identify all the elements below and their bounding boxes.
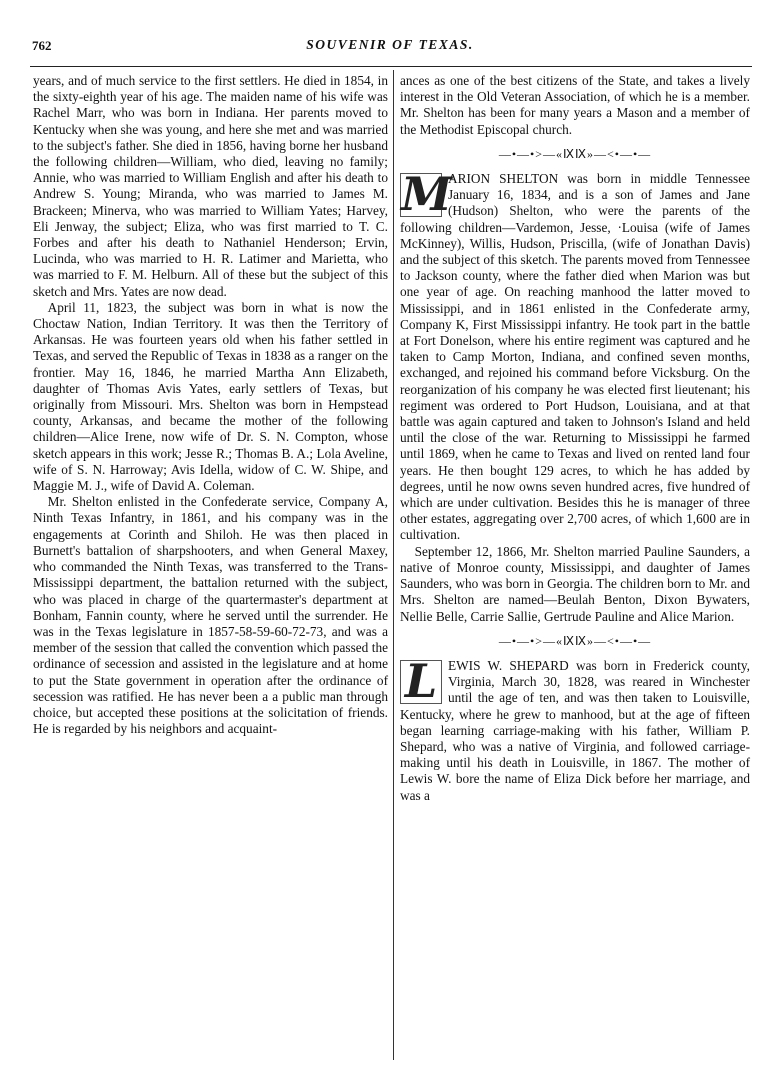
- section-ornament: —•—•>—«ⅨⅨ»—<•—•—: [498, 146, 652, 161]
- paragraph: Mr. Shelton enlisted in the Confederate service, Company A, Ninth Texas Infantry, in 1861, and his company was in the engagements at Corinth and Shiloh. He was then placed in Burnett's battalion of sharpshooters, and when General Maxey, who commanded the Ninth Texas, was transferred to the Trans-Mississippi department, the battalion returned with the subject, who was placed in charge of the quartermaster's department at Bonham, Fannin county, where he served until the surrender. He was in the Texas legislature in 1857-58-59-60-72-73, and was a member of the session that called the convention which passed the ordinance of secession and assisted in the legislature and at home to put the State government in operation after the ordinance of secession was ratified. He has never been a a public man through choice, but accepted these positions at the solicitation of friends. He is regarded by his neighbors and acquaint-: [33, 494, 388, 737]
- page-number: 762: [32, 38, 52, 53]
- sketch-marion-shelton: [400, 167, 750, 544]
- sketch-lewis-shepard: [400, 653, 750, 804]
- header-rule: [30, 66, 752, 67]
- sketch-lead: EWIS W. SHEPARD: [448, 657, 569, 673]
- section-ornament: —•—•>—«ⅨⅨ»—<•—•—: [498, 633, 652, 648]
- paragraph: years, and of much service to the first settlers. He died in 1854, in the sixty-eighth year of his age. The maiden name of his wife was Rachel Marr, who was born in Indiana. Her parents moved to Kentucky when she was young, and here she met and was married to the subject's father. She died in 1856, having borne her husband the following children—William, who died, leaving no family; Annie, who was married to William English and after his death to Andrew S. Young; Miranda, who was married to James M. Brackeen; Minerva, who was married to William Yates; Harvey, Eli Jenway, the subject; Eliza, who was first married to T. C. Forbes and after his death to Nathaniel Henderson; Ervin, Lucinda, who was married to H. R. Latimer and Marietta, who was married to F. M. Helburn. All of these but the subject of this sketch and Mrs. Yates are now dead.: [33, 73, 388, 299]
- sketch-body: was born in Frederick county, Virginia, March 30, 1828, was reared in Winchester until the age of ten, and was then taken to Louisville, Kentucky, where he grew to manhood, but at the age of fifteen began learning carriage-making with his father, William P. Shepard, who was a native of Virginia, and followed carriage-making until his death in Louisville, in 1867. The mother of Lewis W. bore the name of Eliza Dick before her marriage, and was a: [400, 657, 750, 803]
- running-head: SOUVENIR OF TEXAS.: [306, 37, 474, 52]
- sketch-body: was born in middle Tennessee January 16, 1834, and is a son of James and Jane (Hudson) Shelton, who were the parents of the following children—Vardemon, Jesse, ·Louisa (wife of James McKinney), Willis, Hudson, Priscilla, (wife of Jonathan Davis) and the subject of this sketch. The parents moved from Tennessee to Jackson county, where the father died when Marion was but one year of age. On reaching manhood the latter moved to Mississippi, and in 1861 enlisted in the Confederate army, Company K, First Mississippi infantry. He took part in the battle at Fort Donelson, where his entire regiment was captured and he taken to Camp Morton, Indiana, and confined seven months, exchanged, and rejoined his command before Vicksburg. On the reorganization of his company he was elected first lieutenant; his regiment was ordered to Port Hudson, Louisiana, and at that battle was again captured and taken to Johnson's Island and held until the close of the war. Returning to Mississippi he farmed until 1869, when he came to Texas and lived on rented land four years. He then bought 129 acres, to which he has added by degrees, until he now owns seven hundred acres, five hundred of which are under cultivation. Besides this he is manager of three other estates, aggregating over 2,700 acres, of which 1,600 are in cultivation.: [400, 171, 750, 543]
- page-header: [30, 36, 750, 56]
- left-column: [33, 73, 388, 737]
- paragraph: ances as one of the best citizens of the State, and takes a lively interest in the Old Veteran Association, of which he is a member. Mr. Shelton has been for many years a Mason and a member of the Methodist Episcopal church.: [400, 73, 750, 137]
- right-column: [400, 73, 750, 804]
- paragraph: September 12, 1866, Mr. Shelton married Pauline Saunders, a native of Monroe county, Mississippi, and daughter of James Saunders, who was born in Georgia. The children born to Mr. and Mrs. Shelton are named—Beulah Benton, Dixon Bywaters, Nellie Belle, Carrie Sallie, Gertrude Pauline and Alice Marion.: [400, 543, 750, 624]
- column-divider: [393, 70, 394, 1060]
- sketch-lead: ARION SHELTON: [448, 171, 559, 187]
- drop-cap: M: [401, 167, 452, 222]
- drop-cap: L: [400, 660, 442, 704]
- paragraph: April 11, 1823, the subject was born in what is now the Choctaw Nation, Indian Territory. It was then the Territory of Arkansas. He was fourteen years old when his father settled in Texas, and served the Republic of Texas in 1838 as a ranger on the frontier. May 16, 1846, he married Martha Ann Elizabeth, daughter of Thomas Avis Yates, early settlers of Texas, but originally from Missouri. Mrs. Shelton was born in Hempstead county, Arkansas, and became the mother of the following children—Alice Irene, now wife of Dr. S. N. Compton, whose sketch appears in this work; Jesse R.; Thomas B. A.; Lola Aveline, wife of S. N. Harroway; Avis Idella, widow of C. W. Shipe, and Maggie M. J., wife of David A. Coleman.: [33, 299, 388, 494]
